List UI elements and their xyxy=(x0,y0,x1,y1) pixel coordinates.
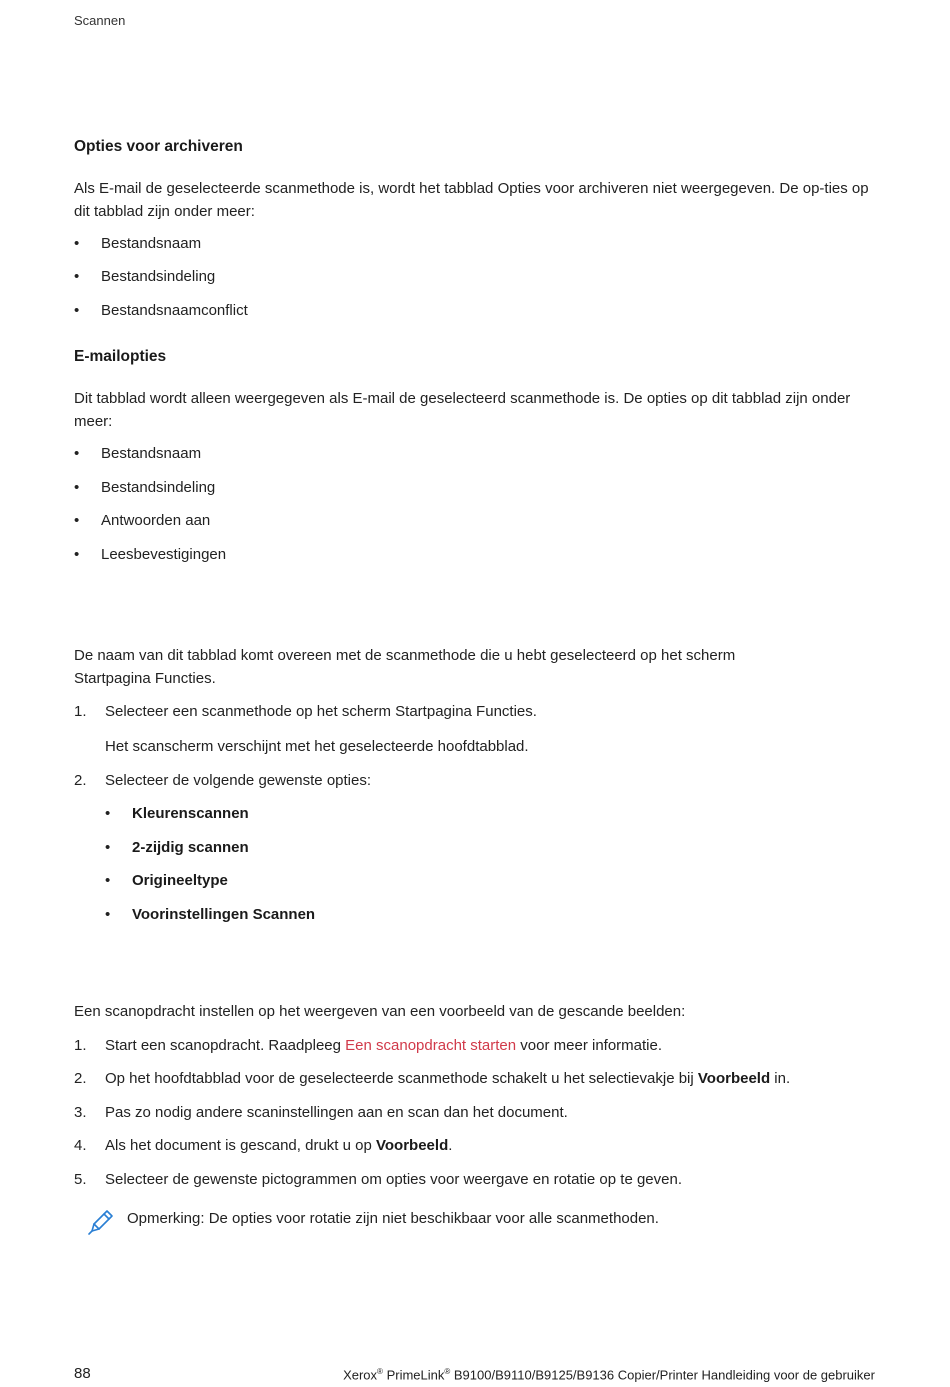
footer-title: Xerox® PrimeLink® B9100/B9110/B9125/B9136 Copier/Printer Handleiding voor de gebruiker xyxy=(343,1367,875,1383)
step-result: Het scanscherm verschijnt met het geselecteerde hoofdtabblad. xyxy=(105,738,529,755)
pencil-icon xyxy=(86,1207,116,1237)
archive-options-heading: Opties voor archiveren xyxy=(74,138,243,155)
page-number: 88 xyxy=(74,1365,91,1382)
archive-options-intro: Als E-mail de geselecteerde scanmethode is, wordt het tabblad Opties voor archiveren niet weergegeven. De op-ties op dit tabblad zijn onder meer: xyxy=(74,180,869,220)
main-tab-intro: De naam van dit tabblad komt overeen met de scanmethode die u hebt geselecteerd op het scherm Startpagina Functies. xyxy=(74,647,736,687)
email-options-intro: Dit tabblad wordt alleen weergegeven als E-mail de geselecteerd scanmethode is. De opties op dit tabblad zijn onder meer: xyxy=(74,390,851,430)
preview-intro: Een scanopdracht instellen op het weergeven van een voorbeeld van de gescande beelden: xyxy=(74,1003,686,1020)
scan-start-link[interactable]: Een scanopdracht starten xyxy=(345,1037,517,1054)
note-text: Opmerking: De opties voor rotatie zijn niet beschikbaar voor alle scanmethoden. xyxy=(127,1210,659,1227)
running-header: Scannen xyxy=(74,13,126,28)
email-options-heading: E-mailopties xyxy=(74,348,167,365)
